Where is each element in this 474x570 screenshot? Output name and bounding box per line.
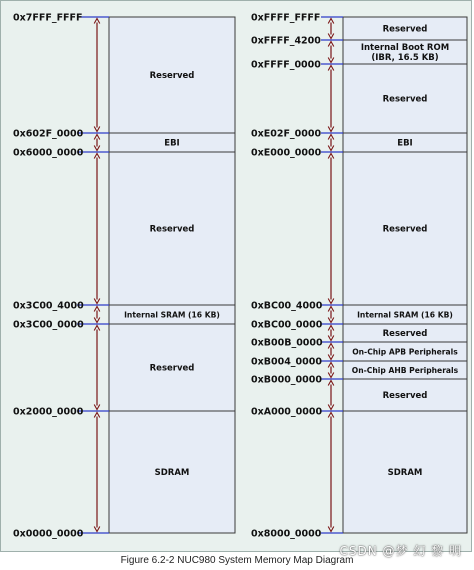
right-block-label: Reserved: [382, 224, 428, 235]
right-range-arrow: [328, 381, 334, 410]
left-range-arrow: [94, 154, 100, 304]
left-address-label: 0x6000_0000: [13, 147, 84, 159]
right-address-label: 0xBC00_0000: [251, 319, 323, 331]
right-memory-map: [251, 13, 467, 540]
right-block-label: Internal Boot ROM: [360, 43, 450, 53]
left-address-label: 0x3C00_0000: [13, 319, 84, 331]
left-memory-map: [13, 13, 235, 540]
right-block-label-line2: (IBR, 16.5 KB): [371, 53, 439, 63]
left-block-label: SDRAM: [154, 468, 190, 478]
right-address-label: 0xFFFF_FFFF: [251, 12, 321, 24]
right-range-arrow: [328, 19, 334, 39]
left-block-label: Reserved: [149, 363, 195, 374]
left-address-label: 0x602F_0000: [13, 128, 84, 140]
right-block-label: Reserved: [382, 24, 428, 35]
right-address-label: 0x8000_0000: [251, 528, 322, 540]
memory-map-diagram: [1, 1, 473, 553]
left-address-label: 0x7FFF_FFFF: [13, 12, 83, 24]
right-block-label: On-Chip APB Peripherals: [352, 347, 458, 357]
right-block-label: On-Chip AHB Peripherals: [351, 366, 459, 375]
right-block-label: SDRAM: [387, 468, 423, 478]
right-range-arrow: [328, 307, 334, 323]
right-address-label: 0xE000_0000: [251, 147, 322, 159]
watermark: CSDN @梦 幻 黎 明: [339, 544, 462, 558]
right-range-arrow: [328, 326, 334, 341]
right-address-label: 0xFFFF_0000: [251, 59, 321, 71]
left-address-label: 0x3C00_4000: [13, 300, 84, 312]
right-range-arrow: [328, 42, 334, 63]
right-block-label: Reserved: [382, 329, 428, 339]
right-range-arrow: [328, 344, 334, 360]
right-range-arrow: [328, 154, 334, 304]
left-address-label: 0x2000_0000: [13, 406, 84, 418]
right-range-arrow: [328, 135, 334, 151]
left-block-label: Reserved: [149, 71, 195, 81]
right-address-label: 0xE02F_0000: [251, 128, 322, 140]
right-range-arrow: [328, 66, 334, 132]
left-range-arrow: [94, 19, 100, 132]
left-range-arrow: [94, 307, 100, 323]
right-range-arrow: [328, 363, 334, 378]
right-block-label: Internal SRAM (16 KB): [357, 310, 453, 320]
left-block-label: Reserved: [149, 224, 195, 235]
right-address-label: 0xB004_0000: [251, 356, 322, 368]
left-address-label: 0x0000_0000: [13, 528, 84, 540]
right-address-label: 0xA000_0000: [251, 406, 323, 418]
right-block-label: EBI: [397, 138, 413, 149]
right-address-label: 0xB00B_0000: [251, 337, 323, 349]
right-address-label: 0xBC00_4000: [251, 300, 323, 312]
right-block-label: Reserved: [382, 391, 428, 401]
right-address-label: 0xFFFF_4200: [251, 35, 321, 47]
left-block-label: Internal SRAM (16 KB): [124, 310, 220, 320]
left-range-arrow: [94, 326, 100, 410]
right-block-label: Reserved: [382, 94, 428, 105]
right-range-arrow: [328, 413, 334, 532]
figure-caption: Figure 6.2-2 NUC980 System Memory Map Diagram: [120, 555, 354, 566]
left-range-arrow: [94, 135, 100, 151]
left-range-arrow: [94, 413, 100, 532]
left-block-label: EBI: [164, 138, 180, 149]
right-address-label: 0xB000_0000: [251, 374, 322, 386]
